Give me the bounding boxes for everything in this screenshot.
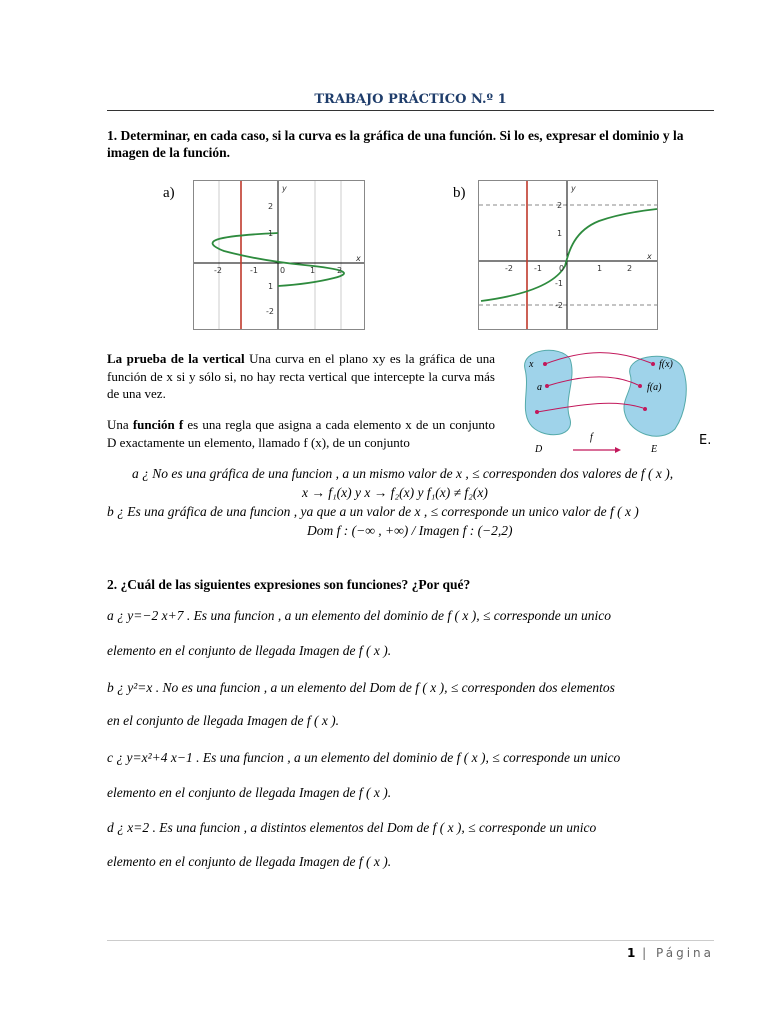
page-footer [627,946,714,960]
tick-label: 2 [557,201,563,210]
answer-2a-line1: a ¿ y=−2 x+7 . Es una funcion , a un elemento del dominio de f ( x ), ≤ corresponde un unico [107,608,612,623]
answer-2d-line1: d ¿ x=2 . Es una funcion , a distintos elementos del Dom de f ( x ), ≤ corresponde un unico [107,820,597,835]
tick-label: -2 [214,266,222,275]
tick-label: 1 [268,229,274,238]
answer-2c-line2: elemento en el conjunto de llegada Imagen de f ( x ). [107,785,392,800]
tick-label: -2 [266,307,274,316]
tick-label: -1 [250,266,258,275]
vertical-test-body: Una curva en el plano xy es la gráfica de una función de x si y sólo si, no hay recta vertical que intercepte la curva más de una vez. [107,351,495,401]
tick-label: 0 [559,264,565,273]
answer-1b-line1: b ¿ Es una gráfica de una funcion , ya que a un valor de x , ≤ corresponde un unico valor de f ( x ) [107,504,639,519]
question-2: 2. ¿Cuál de las siguientes expresiones son funciones? ¿Por qué? [107,577,471,592]
vertical-test-title: La prueba de la vertical [107,351,245,366]
tick-label: 1 [557,229,563,238]
tick-label: -1 [555,279,563,288]
graph-a [193,180,365,330]
axis-label-x: x [356,254,361,263]
mapping-diagram [515,344,695,456]
function-def-prefix: Una [107,417,133,432]
tick-label: 1 [310,266,316,275]
answer-2b-line2: en el conjunto de llegada Imagen de f ( x ). [107,713,340,728]
axis-label-y: y [571,184,576,193]
answer-1a-line2: x → f₁(x) y x → f₂(x) y f₁(x) ≠ f₂(x) [302,485,488,500]
footer-divider [107,940,714,941]
footer-separator: | [635,946,657,960]
tick-label: 1 [597,264,603,273]
diagram-label-f: f [590,432,593,443]
tick-label: -2 [505,264,513,273]
answer-1b-line2: Dom f : (−∞ , +∞) / Imagen f : (−2,2) [307,523,513,538]
function-def-trailing: E. [699,433,712,448]
tick-label: 1 [268,282,274,291]
diagram-label-fx: f(x) [659,359,673,370]
answer-2d-line2: elemento en el conjunto de llegada Imagen de f ( x ). [107,854,392,869]
answer-1a-line1: a ¿ No es una gráfica de una funcion , a un mismo valor de x , ≤ corresponden dos valores de f ( x ), [132,466,674,481]
diagram-label-D: D [535,444,543,455]
diagram-label-fa: f(a) [647,382,662,393]
tick-label: 0 [280,266,286,275]
function-definition-paragraph [107,416,495,451]
question-1: 1. Determinar, en cada caso, si la curva es la gráfica de una función. Si lo es, expresar el dominio y la imagen de la función. [107,128,684,160]
answer-2c-line1: c ¿ y=x²+4 x−1 . Es una funcion , a un elemento del dominio de f ( x ), ≤ corresponde un unico [107,750,621,765]
tick-label: 2 [627,264,633,273]
function-def-bold: función f [132,417,184,432]
page-number: 1 [627,946,636,960]
graph-b [478,180,658,330]
diagram-label-x: x [529,359,534,370]
axis-label-x: x [647,252,652,261]
page-word: Página [656,946,714,960]
axis-label-y: y [282,184,287,193]
tick-label: 2 [268,202,274,211]
graph-a-label: a) [163,185,175,201]
answer-2a-line2: elemento en el conjunto de llegada Imagen de f ( x ). [107,643,392,658]
tick-label: -2 [555,301,563,310]
tick-label: -1 [534,264,542,273]
graph-b-label: b) [453,185,466,201]
answer-2b-line1: b ¿ y²=x . No es una funcion , a un elemento del Dom de f ( x ), ≤ corresponden dos elementos [107,680,615,695]
diagram-label-E: E [651,444,658,455]
tick-label: 2 [337,266,343,275]
diagram-label-a: a [537,382,542,393]
vertical-test-paragraph [107,350,495,403]
page-title: TRABAJO PRÁCTICO N.º 1 [314,92,507,107]
codomain-set [624,356,686,436]
curve-b [481,209,657,301]
title-divider [107,110,714,111]
function-def-body: es una regla que asigna a cada elemento x de un conjunto D exactamente un elemento, llamado f (x), de un conjunto [107,417,495,450]
